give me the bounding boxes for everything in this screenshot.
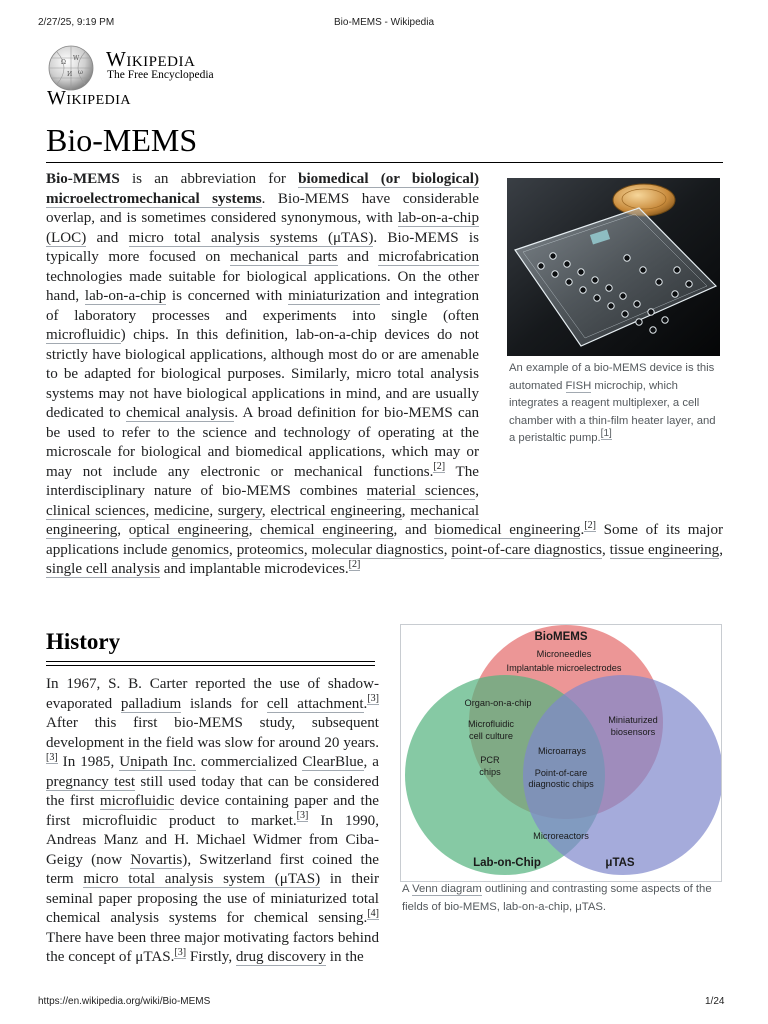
genomics-link[interactable]: genomics (171, 541, 230, 558)
biosensors-label: biosensors (610, 727, 656, 737)
body-text: is an abbreviation for (119, 171, 299, 187)
palladium-link[interactable]: palladium (120, 695, 182, 712)
body-text: , (475, 483, 479, 499)
implantable-label: Implantable microelectrodes (506, 663, 622, 673)
body-text: The interdisciplinary nature of bio-MEMS combines (46, 463, 479, 499)
body-text: . A broad definition for bio-MEMS can be used to refer to the science and technology of operating at the microscale for biological and biomedical applications, which may or may not include any electronic or mechanical functions. (46, 405, 479, 480)
body-text: . (580, 522, 585, 538)
body-text: , (303, 541, 312, 558)
pregnancy-test-link[interactable]: pregnancy test (46, 773, 136, 790)
biomedical-mems-link[interactable]: biomedical (or biological) microelectromechanical systems (46, 171, 479, 207)
body-text: and (86, 229, 129, 246)
material-sciences-link[interactable]: material sciences (366, 483, 476, 499)
point-of-care-label: diagnostic chips (528, 779, 594, 789)
body-text: In 1967, S. B. Carter reported the use of shadow-evaporated (46, 676, 379, 712)
lead-section (46, 170, 723, 580)
microarrays-label: Microarrays (538, 746, 586, 756)
bold-term: Bio-MEMS (46, 171, 120, 187)
venn-diagram-link[interactable]: Venn diagram (412, 883, 482, 895)
body-text: , and (393, 522, 435, 538)
lab-on-a-chip-loc-link[interactable]: lab-on-a-chip (LOC) (46, 210, 479, 246)
body-text: In 1990, Andreas Manz and H. Michael Widmer from Ciba-Geigy (now (46, 812, 379, 868)
title-divider (46, 162, 723, 163)
reference-3[interactable]: [3] (174, 946, 187, 958)
lab-on-a-chip-link[interactable]: lab-on-a-chip (84, 288, 167, 304)
figure-float-spacer (479, 170, 723, 502)
body-text: commercialized (195, 754, 303, 770)
single-cell-analysis-link[interactable]: single cell analysis (46, 561, 161, 577)
body-text: , (145, 502, 155, 519)
body-text: In 1985, (57, 754, 120, 770)
body-text: , (401, 502, 411, 519)
unipath-link[interactable]: Unipath Inc. (119, 754, 196, 770)
body-text: . (363, 695, 368, 712)
biosensors-label: Miniaturized (608, 715, 658, 725)
microreactors-label: Microreactors (533, 831, 589, 841)
microfabrication-link[interactable]: microfabrication (378, 249, 479, 265)
caption-text: A (402, 883, 413, 895)
optical-engineering-link[interactable]: optical engineering (128, 522, 249, 538)
body-text: , (601, 541, 610, 558)
caption-text: An example of a bio-MEMS device is this automated (509, 362, 715, 392)
body-text: is concerned with (166, 288, 289, 304)
body-text: and (337, 249, 379, 265)
body-text: Some of its major applications include (46, 522, 724, 558)
history-divider (46, 661, 375, 662)
biomems-label: BioMEMS (534, 631, 588, 643)
mechanical-parts-link[interactable]: mechanical parts (229, 249, 338, 265)
caption-text: microchip, which integrates a reagent multiplexer, a cell chamber with a thin-film heater layer, and a peristaltic pump. (509, 379, 716, 444)
body-text: still used today that can be considered the first (46, 773, 380, 809)
pcr-chips-label: chips (479, 767, 501, 777)
svg-text:ω: ω (78, 69, 83, 76)
wikipedia-wordmark-title: Wikipedia (106, 47, 196, 71)
body-text: , a (363, 754, 379, 770)
micro-total-analysis-link[interactable]: micro total analysis systems (μTAS) (128, 229, 374, 246)
reference-3[interactable]: [3] (367, 693, 379, 705)
svg-text:W: W (73, 55, 80, 62)
caption-text: outlining and contrasting some aspects of the fields of bio-MEMS, lab-on-a-chip, μTAS. (402, 883, 712, 913)
mechanical-engineering-link[interactable]: mechanical engineering (46, 502, 480, 538)
figure-float-spacer (379, 675, 723, 963)
lab-on-chip-label: Lab-on-Chip (473, 857, 541, 869)
clinical-sciences-link[interactable]: clinical sciences (46, 502, 146, 519)
body-text: There have been three major motivating factors behind the concept of μTAS. (46, 929, 379, 965)
pcr-chips-label: PCR (480, 755, 500, 765)
miniaturization-link[interactable]: miniaturization (288, 288, 381, 304)
chemical-engineering-link[interactable]: chemical engineering (260, 522, 394, 538)
page-title: Bio-MEMS (46, 122, 198, 158)
body-text: , (261, 502, 271, 519)
body-text: . Bio-MEMS have considerable overlap, and is sometimes considered synonymous, with (46, 190, 479, 226)
print-page-count: 1/24 (705, 996, 725, 1007)
micro-total-analysis-link[interactable]: micro total analysis system (μTAS) (83, 871, 321, 887)
body-text: , (117, 522, 129, 538)
reference-2[interactable]: [2] (348, 558, 361, 570)
body-text: After this first bio-MEMS study, subsequent development in the field was slow for around 20 years. (46, 715, 379, 751)
body-text: . Bio-MEMS is typically more focused on (46, 229, 479, 265)
history-section (46, 675, 723, 968)
fish-link[interactable]: FISH (565, 379, 592, 392)
reference-4[interactable]: [4] (367, 907, 379, 919)
clearblue-link[interactable]: ClearBlue (302, 754, 364, 770)
body-text: ) chips. In this definition, lab-on-a-chip devices do not strictly have biological applications, although most do or are amenable to be adapted for biological purposes. Similarly, micro total analysis systems may not have biological applications in mind, and are usually dedicated to (46, 327, 479, 421)
point-of-care-diagnostics-link[interactable]: point-of-care diagnostics (451, 541, 602, 558)
electrical-engineering-link[interactable]: electrical engineering (270, 502, 402, 519)
proteomics-link[interactable]: proteomics (236, 541, 304, 558)
surgery-link[interactable]: surgery (217, 502, 262, 519)
body-text: islands for (181, 695, 267, 712)
chemical-analysis-link[interactable]: chemical analysis (126, 405, 235, 421)
print-page-title: Bio-MEMS - Wikipedia (333, 17, 435, 28)
body-text: and implantable microdevices. (160, 561, 349, 577)
body-text: in their seminal paper proposing the use of miniaturized total chemical analysis systems for chemical sensing. (46, 871, 379, 926)
body-text: Firstly, (186, 949, 236, 965)
microneedles-label: Microneedles (536, 649, 592, 659)
molecular-diagnostics-link[interactable]: molecular diagnostics (311, 541, 444, 558)
body-text: technologies made suitable for biological applications. On the other hand, (46, 268, 479, 304)
svg-text:Ω: Ω (61, 59, 66, 66)
microfluidic-link[interactable]: microfluidic (99, 793, 175, 809)
body-text: , (719, 541, 723, 558)
organ-on-chip-label: Organ-on-a-chip (464, 698, 532, 708)
body-text: , (443, 541, 452, 558)
body-text: in the (326, 949, 364, 965)
history-heading: History (46, 629, 121, 654)
reference-1[interactable]: [1] (600, 428, 612, 440)
medicine-link[interactable]: medicine (154, 502, 210, 519)
body-text: , (209, 502, 218, 519)
reference-3[interactable]: [3] (296, 810, 309, 822)
novartis-link[interactable]: Novartis (130, 851, 183, 868)
cell-attachment-link[interactable]: cell attachment (266, 695, 364, 712)
tissue-engineering-link[interactable]: tissue engineering (609, 541, 720, 558)
history-divider (46, 665, 375, 666)
body-text: ), Switzerland first coined the term (46, 851, 379, 887)
body-text: device containing paper and the first microfluidic product to market. (46, 793, 379, 829)
print-url: https://en.wikipedia.org/wiki/Bio-MEMS (38, 996, 211, 1007)
reference-2[interactable]: [2] (433, 461, 446, 473)
wikipedia-wordmark[interactable]: Wikipedia (47, 87, 132, 109)
reference-3[interactable]: [3] (46, 751, 58, 763)
cell-culture-label: Microfluidic (468, 719, 514, 729)
body-text: , (229, 541, 237, 558)
wikipedia-globe-logo[interactable] (47, 44, 95, 92)
point-of-care-label: Point-of-care (534, 768, 588, 778)
microfluidic-link[interactable]: microfluidic (46, 327, 121, 343)
biomedical-engineering-link[interactable]: biomedical engineering (434, 522, 581, 538)
reference-2[interactable]: [2] (584, 519, 596, 531)
body-text: , (248, 522, 261, 538)
mtas-label: μTAS (605, 857, 635, 869)
print-datetime: 2/27/25, 9:19 PM (38, 17, 115, 28)
drug-discovery-link[interactable]: drug discovery (235, 949, 326, 965)
svg-text:И: И (67, 71, 73, 78)
wikipedia-tagline: The Free Encyclopedia (107, 69, 214, 81)
body-text: and integration of laboratory processes and experiments into single (often (46, 288, 480, 324)
cell-culture-label: cell culture (469, 731, 513, 741)
